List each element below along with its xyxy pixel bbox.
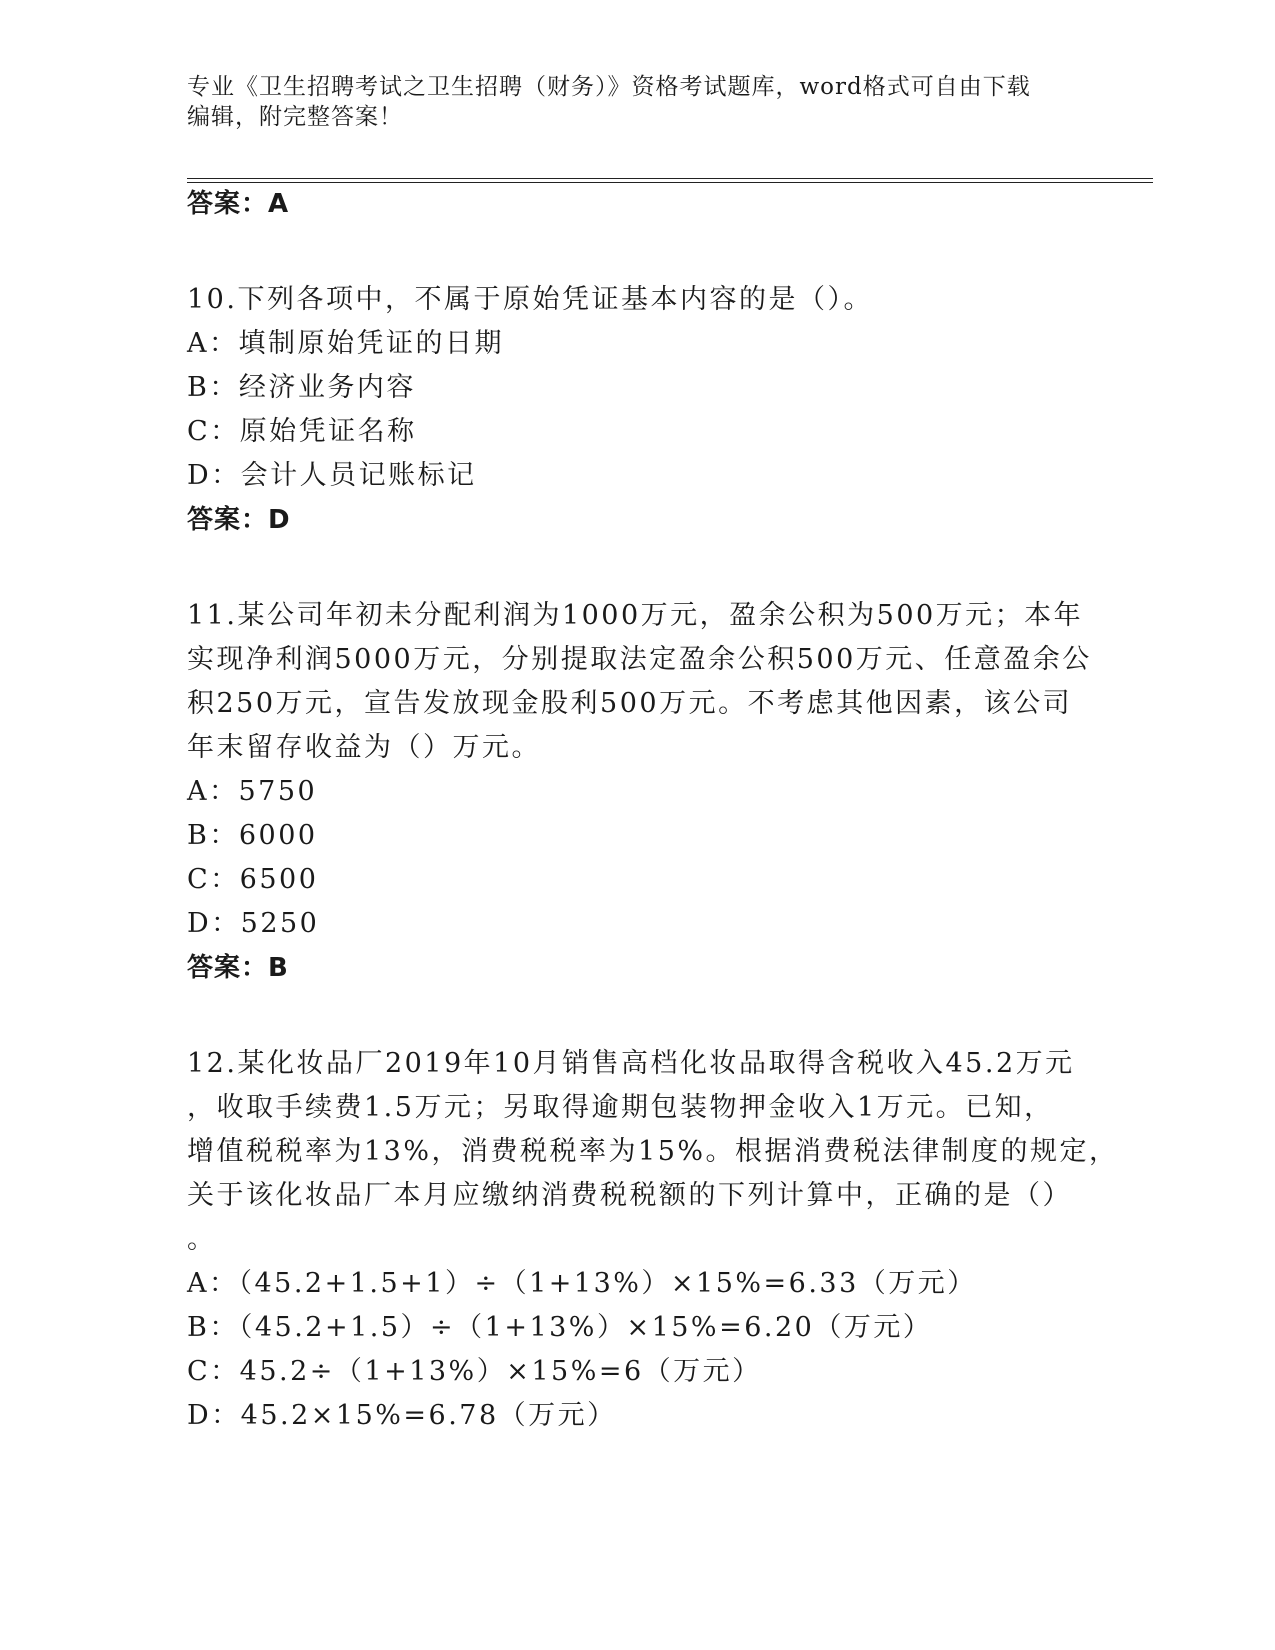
question-11-option-a: A：5750 [187, 776, 318, 807]
question-12-stem-line-4: 关于该化妆品厂本月应缴纳消费税税额的下列计算中，正确的是（） [187, 1180, 1072, 1211]
question-10-option-c: C：原始凭证名称 [187, 416, 417, 447]
question-12-option-b: B：（45.2+1.5）÷（1+13%）×15%=6.20（万元） [187, 1312, 933, 1343]
header-divider-top [187, 178, 1153, 179]
question-12-option-a: A：（45.2+1.5+1）÷（1+13%）×15%=6.33（万元） [187, 1268, 977, 1299]
question-12-option-c: C：45.2÷（1+13%）×15%=6（万元） [187, 1356, 762, 1387]
answer-q10: 答案：D [187, 505, 291, 535]
question-12-option-d: D：45.2×15%=6.78（万元） [187, 1400, 617, 1431]
question-10-option-b: B：经济业务内容 [187, 372, 416, 403]
question-11-stem-line-3: 积250万元，宣告发放现金股利500万元。不考虑其他因素，该公司 [187, 688, 1073, 719]
header-line-1: 专业《卫生招聘考试之卫生招聘（财务）》资格考试题库，word格式可自由下载 [187, 74, 1031, 100]
header-divider-bottom [187, 182, 1153, 183]
question-11-stem-line-1: 11.某公司年初未分配利润为1000万元，盈余公积为500万元；本年 [187, 600, 1084, 631]
question-12-stem-line-1: 12.某化妆品厂2019年10月销售高档化妆品取得含税收入45.2万元 [187, 1048, 1075, 1079]
question-12-stem-line-2: ，收取手续费1.5万元；另取得逾期包装物押金收入1万元。已知， [187, 1092, 1054, 1123]
question-10-stem: 10.下列各项中，不属于原始凭证基本内容的是（）。 [187, 284, 873, 315]
question-11-stem-line-4: 年末留存收益为（）万元。 [187, 732, 541, 763]
question-12-stem-line-5: 。 [187, 1224, 217, 1255]
question-10-option-a: A：填制原始凭证的日期 [187, 328, 504, 359]
answer-q9: 答案：A [187, 189, 290, 219]
question-11-option-d: D：5250 [187, 908, 320, 939]
page-header [187, 72, 1067, 132]
question-11-option-b: B：6000 [187, 820, 318, 851]
header-line-2: 编辑，附完整答案！ [187, 104, 403, 130]
question-10-option-d: D：会计人员记账标记 [187, 460, 477, 491]
question-12-stem-line-3: 增值税税率为13%，消费税税率为15%。根据消费税法律制度的规定， [187, 1136, 1119, 1167]
question-11-option-c: C：6500 [187, 864, 319, 895]
question-11-stem-line-2: 实现净利润5000万元，分别提取法定盈余公积500万元、任意盈余公 [187, 644, 1092, 675]
answer-q11: 答案：B [187, 953, 289, 983]
